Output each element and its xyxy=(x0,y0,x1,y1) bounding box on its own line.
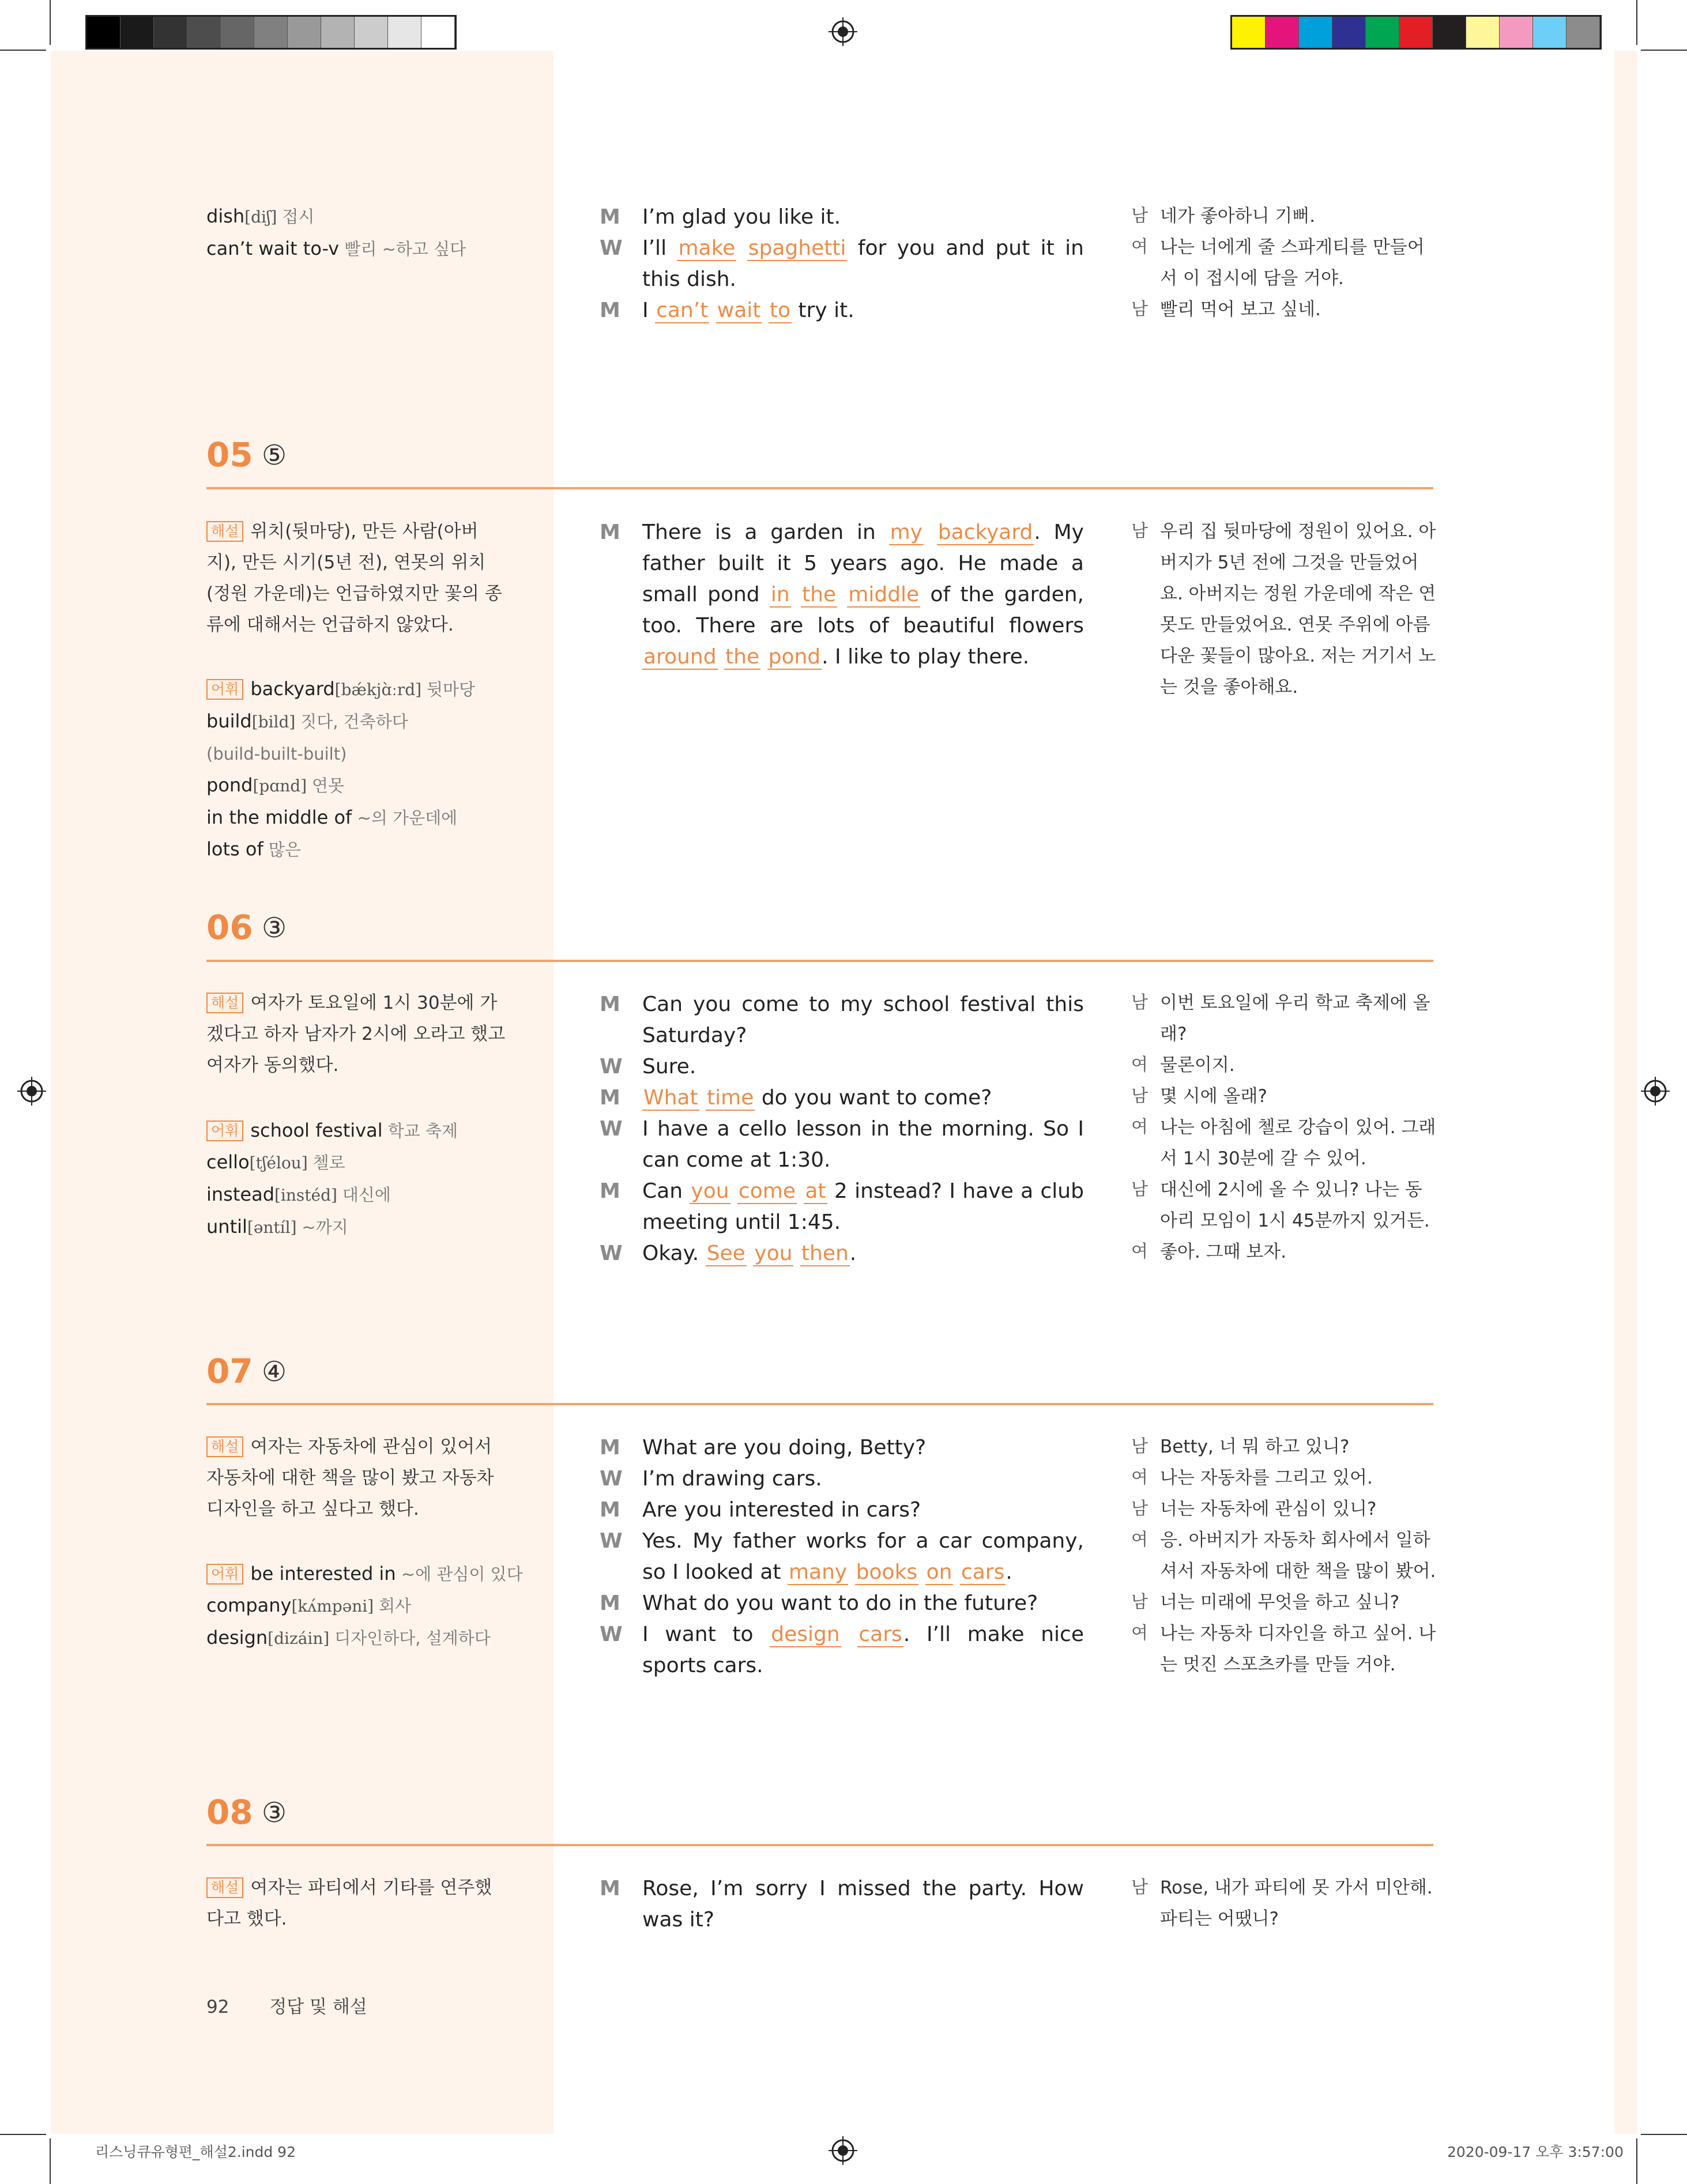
dialogue xyxy=(600,1873,1084,1936)
blank-answer: you xyxy=(754,1242,793,1265)
color-calibration-bar xyxy=(1230,15,1602,50)
speaker-label: M xyxy=(600,993,620,1016)
dialogue xyxy=(600,517,1084,673)
explanation-text: 여자가 토요일에 1시 30분에 가겠다고 하자 남자가 2시에 오라고 했고 여자가 동의했다. xyxy=(206,993,506,1076)
dialogue-text: Rose, I’m sorry I missed the party. How was it? xyxy=(642,1877,1084,1932)
translation-line xyxy=(1131,1236,1437,1268)
speaker-label: 여 xyxy=(1131,1117,1148,1137)
vocab-item xyxy=(206,1115,458,1146)
dialogue-line xyxy=(600,1588,1084,1619)
speaker-label: W xyxy=(600,1242,623,1265)
gray-swatch xyxy=(87,17,120,48)
korean-translation xyxy=(1131,987,1437,1268)
vocab-list xyxy=(206,1115,458,1243)
vocab-item xyxy=(206,833,475,865)
dialogue-text: I’ll make spaghetti for you and put it in this dish. xyxy=(642,236,1084,291)
blank-answer: What xyxy=(643,1086,698,1110)
gray-swatch xyxy=(321,17,355,48)
vocab-word: can’t wait to-v xyxy=(206,237,340,259)
dialogue-line xyxy=(600,989,1084,1051)
speaker-label: W xyxy=(600,236,623,260)
registration-mark-icon xyxy=(829,17,857,46)
korean-translation xyxy=(1131,516,1437,703)
speaker-label: 남 xyxy=(1131,1436,1148,1457)
gray-swatch xyxy=(388,17,421,48)
gray-swatch xyxy=(288,17,321,48)
translation-text: 이번 토요일에 우리 학교 축제에 올래? xyxy=(1160,993,1430,1044)
blank-answer: cars xyxy=(858,1623,902,1646)
translation-line xyxy=(1131,1493,1437,1525)
dialogue xyxy=(600,1432,1084,1681)
dialogue-text: I can’t wait to try it. xyxy=(642,299,854,322)
translation-line xyxy=(1131,1587,1437,1618)
korean-translation xyxy=(1131,1872,1437,1934)
vocab-pronunciation: [bǽkjɑ̀ːrd] xyxy=(334,680,427,699)
dialogue-text: I want to design cars. I’ll make nice sports cars. xyxy=(642,1623,1084,1677)
dialogue-line xyxy=(600,233,1084,295)
vocab-word: in the middle of xyxy=(206,806,352,828)
registration-mark-icon xyxy=(17,1077,46,1106)
question-number: 07 xyxy=(206,1352,253,1391)
speaker-label: 여 xyxy=(1131,237,1148,257)
translation-text: Rose, 내가 파티에 못 가서 미안해. 파티는 어땠니? xyxy=(1160,1877,1433,1929)
vocab-item xyxy=(206,1146,458,1179)
sidebar-panel xyxy=(51,51,553,2134)
dialogue-line xyxy=(600,1463,1084,1495)
speaker-label: M xyxy=(600,1436,620,1459)
speaker-label: M xyxy=(600,1498,620,1522)
vocab-meaning: 회사 xyxy=(379,1596,412,1616)
gray-swatch xyxy=(221,17,254,48)
blank-answer: backyard xyxy=(937,520,1033,544)
explanation-text: 여자는 자동차에 관심이 있어서 자동차에 대한 책을 많이 봤고 자동차 디자인을 하고 싶다고 했다. xyxy=(206,1436,494,1519)
speaker-label: 여 xyxy=(1131,1623,1148,1643)
crop-mark xyxy=(1641,50,1687,51)
speaker-label: 여 xyxy=(1131,1242,1148,1262)
section-divider xyxy=(206,1844,1433,1846)
vocab-meaning: 첼로 xyxy=(312,1153,345,1172)
speaker-label: 남 xyxy=(1131,1592,1148,1612)
speaker-label: W xyxy=(600,1529,623,1553)
speaker-label: 남 xyxy=(1131,1086,1148,1106)
dialogue-line xyxy=(600,1619,1084,1681)
korean-translation xyxy=(1131,201,1437,325)
registration-mark-icon xyxy=(1641,1077,1670,1106)
gray-swatch xyxy=(120,17,154,48)
vocab-item xyxy=(206,1179,458,1211)
blank-answer: time xyxy=(707,1086,754,1110)
explanation xyxy=(206,987,506,1081)
dialogue-text: I’m glad you like it. xyxy=(642,205,841,229)
answer-choice: ③ xyxy=(262,1797,287,1829)
vocab-meaning: 빨리 ~하고 싶다 xyxy=(339,239,466,259)
dialogue-line xyxy=(600,1495,1084,1526)
translation-text: 물론이지. xyxy=(1160,1055,1235,1076)
vocab-word: instead xyxy=(206,1183,274,1205)
dialogue-line xyxy=(600,1432,1084,1463)
speaker-label: 남 xyxy=(1131,993,1148,1013)
speaker-label: 남 xyxy=(1131,1179,1148,1199)
explanation-tag: 해설 xyxy=(206,1877,243,1898)
speaker-label: M xyxy=(600,299,620,322)
blank-answer: the xyxy=(801,583,837,606)
blank-answer: around xyxy=(643,645,717,669)
speaker-label: W xyxy=(600,1055,623,1078)
vocab-word: school festival xyxy=(250,1119,383,1141)
vocab-item xyxy=(206,1558,523,1590)
vocab-item xyxy=(206,201,466,233)
translation-text: 나는 너에게 줄 스파게티를 만들어서 이 접시에 담을 거야. xyxy=(1160,237,1425,289)
speaker-label: M xyxy=(600,1086,620,1110)
timestamp-slug: 2020-09-17 오후 3:57:00 xyxy=(1447,2144,1624,2160)
crop-mark xyxy=(0,50,46,51)
vocab-meaning: ~까지 xyxy=(302,1217,348,1237)
color-swatch xyxy=(1299,17,1332,48)
vocab-item xyxy=(206,1622,523,1654)
dialogue-text: What time do you want to come? xyxy=(643,1086,992,1110)
vocab-meaning: 학교 축제 xyxy=(382,1121,458,1141)
vocab-list xyxy=(206,1558,523,1654)
vocab-item xyxy=(206,673,475,706)
vocab-pronunciation: [pɑnd] xyxy=(253,776,312,795)
crop-mark xyxy=(1636,0,1637,45)
vocab-word: backyard xyxy=(250,678,335,700)
gray-swatch xyxy=(187,17,221,48)
dialogue-line xyxy=(600,1176,1084,1238)
vocab-pronunciation: [bild] xyxy=(251,712,301,731)
explanation-tag: 해설 xyxy=(206,993,243,1013)
vocab-meaning: 많은 xyxy=(263,840,301,859)
explanation-text: 여자는 파티에서 기타를 연주했다고 했다. xyxy=(206,1877,492,1929)
vocab-meaning: 연못 xyxy=(312,776,345,795)
speaker-label: 남 xyxy=(1131,206,1148,226)
dialogue-text: Can you come at 2 instead? I have a club meeting until 1:45. xyxy=(642,1179,1084,1234)
speaker-label: W xyxy=(600,1623,623,1646)
blank-answer: you xyxy=(691,1179,729,1203)
color-swatch xyxy=(1366,17,1399,48)
explanation xyxy=(206,1431,506,1525)
dialogue-line xyxy=(600,1873,1084,1936)
vocab-tag: 어휘 xyxy=(206,1564,243,1585)
vocab-pronunciation: [instéd] xyxy=(274,1186,342,1205)
footer-label: 정답 및 해설 xyxy=(269,1997,367,2017)
dialogue-line xyxy=(600,295,1084,326)
vocab-pronunciation: [əntíl] xyxy=(247,1218,302,1237)
translation-line xyxy=(1131,1081,1437,1112)
speaker-label: M xyxy=(600,1179,620,1203)
blank-answer: at xyxy=(805,1179,826,1203)
gray-swatch xyxy=(355,17,388,48)
vocab-word: lots of xyxy=(206,838,263,860)
translation-text: 응. 아버지가 자동차 회사에서 일하셔서 자동차에 대한 책을 많이 봤어. xyxy=(1160,1530,1436,1582)
blank-answer: cars xyxy=(961,1560,1005,1584)
translation-line xyxy=(1131,516,1437,703)
translation-text: 너는 미래에 무엇을 하고 싶니? xyxy=(1160,1592,1400,1613)
margin-strip xyxy=(1614,51,1637,2134)
dialogue-line xyxy=(600,1238,1084,1269)
gray-swatch xyxy=(254,17,288,48)
color-swatch xyxy=(1266,17,1299,48)
crop-mark xyxy=(50,0,51,45)
translation-line xyxy=(1131,1525,1437,1587)
color-swatch xyxy=(1433,17,1466,48)
explanation xyxy=(206,1872,506,1934)
translation-line xyxy=(1131,1872,1437,1934)
dialogue-text: What are you doing, Betty? xyxy=(642,1436,927,1459)
vocab-meaning: 디자인하다, 설계하다 xyxy=(334,1628,491,1648)
translation-line xyxy=(1131,201,1437,232)
translation-line xyxy=(1131,1462,1437,1493)
translation-line xyxy=(1131,1112,1437,1174)
translation-line xyxy=(1131,1618,1437,1680)
vocab-tag: 어휘 xyxy=(206,1121,243,1141)
blank-answer: pond xyxy=(768,645,821,669)
color-swatch xyxy=(1533,17,1566,48)
explanation xyxy=(206,516,506,640)
dialogue-line xyxy=(600,1051,1084,1082)
blank-answer: spaghetti xyxy=(748,236,846,260)
translation-line xyxy=(1131,1174,1437,1236)
vocab-item xyxy=(206,770,475,802)
color-swatch xyxy=(1566,17,1600,48)
vocab-pronunciation: [tʃélou] xyxy=(249,1153,313,1172)
speaker-label: M xyxy=(600,205,620,229)
speaker-label: 여 xyxy=(1131,1530,1148,1550)
dialogue-text: Can you come to my school festival this Saturday? xyxy=(642,993,1084,1047)
speaker-label: W xyxy=(600,1467,623,1491)
dialogue xyxy=(600,989,1084,1269)
speaker-label: 남 xyxy=(1131,1877,1148,1898)
speaker-label: M xyxy=(600,520,620,544)
vocab-meaning: 짓다, 건축하다 xyxy=(300,712,408,731)
translation-text: 대신에 2시에 올 수 있니? 나는 동아리 모임이 1시 45분까지 있거든. xyxy=(1160,1179,1430,1231)
speaker-label: 여 xyxy=(1131,1055,1148,1075)
vocab-word: cello xyxy=(206,1151,250,1173)
section-divider xyxy=(206,487,1433,489)
blank-answer: many xyxy=(788,1560,848,1584)
vocab-word: until xyxy=(206,1216,247,1238)
speaker-label: 남 xyxy=(1131,521,1148,541)
dialogue-text: What do you want to do in the future? xyxy=(642,1591,1038,1615)
speaker-label: 남 xyxy=(1131,299,1148,319)
dialogue xyxy=(600,202,1084,326)
speaker-label: M xyxy=(600,1877,620,1900)
vocab-word: dish xyxy=(206,205,245,227)
translation-line xyxy=(1131,1050,1437,1081)
speaker-label: 남 xyxy=(1131,1499,1148,1519)
explanation-tag: 해설 xyxy=(206,1436,243,1457)
blank-answer: books xyxy=(856,1560,918,1584)
translation-line xyxy=(1131,294,1437,325)
translation-text: 빨리 먹어 보고 싶네. xyxy=(1160,299,1321,320)
vocab-meaning: 접시 xyxy=(282,207,315,227)
vocab-word: design xyxy=(206,1627,268,1649)
gray-swatch xyxy=(154,17,187,48)
dialogue-text: There is a garden in my backyard. My father built it 5 years ago. He made a small pond in the middle of the garden, too. There are lots of beautiful flowers around the pond. I like to play there. xyxy=(642,520,1084,669)
dialogue-text: Sure. xyxy=(642,1055,696,1078)
dialogue-text: Okay. See you then. xyxy=(642,1242,857,1265)
vocab-meaning: 뒷마당 xyxy=(426,680,476,699)
translation-text: 나는 자동차를 그리고 있어. xyxy=(1160,1468,1373,1488)
translation-text: 나는 아침에 첼로 강습이 있어. 그래서 1시 30분에 갈 수 있어. xyxy=(1160,1117,1436,1169)
vocab-meaning: ~의 가운데에 xyxy=(352,808,458,828)
vocab-list xyxy=(206,673,475,865)
dialogue-line xyxy=(600,517,1084,673)
color-swatch xyxy=(1332,17,1366,48)
color-swatch xyxy=(1232,17,1266,48)
vocab-list xyxy=(206,201,466,265)
translation-text: 우리 집 뒷마당에 정원이 있어요. 아버지가 5년 전에 그것을 만들었어요. 아버지는 정원 가운데에 작은 연못도 만들었어요. 연못 주위에 아름다운 꽃들이 많아요. 저는 거기서 노는 것을 좋아해요. xyxy=(1160,521,1436,697)
blank-answer: on xyxy=(926,1560,952,1584)
crop-mark xyxy=(1636,2138,1637,2184)
question-number: 06 xyxy=(206,908,253,947)
crop-mark xyxy=(50,2138,51,2184)
dialogue-text: Are you interested in cars? xyxy=(642,1498,921,1522)
page-number: 92 xyxy=(206,1997,229,2017)
dialogue-line xyxy=(600,1082,1084,1114)
vocab-pronunciation: [kʌ́mpəni] xyxy=(291,1597,379,1616)
crop-mark xyxy=(0,2134,46,2135)
blank-answer: to xyxy=(769,299,790,322)
blank-answer: the xyxy=(725,645,760,669)
translation-line xyxy=(1131,1431,1437,1462)
answer-choice: ⑤ xyxy=(262,439,287,471)
translation-text: 네가 좋아하니 기뻐. xyxy=(1160,206,1316,227)
translation-text: 좋아. 그때 보자. xyxy=(1160,1242,1287,1262)
color-swatch xyxy=(1399,17,1433,48)
blank-answer: make xyxy=(678,236,736,260)
grayscale-calibration-bar xyxy=(85,15,457,50)
vocab-item xyxy=(206,1211,458,1243)
translation-text: 몇 시에 올래? xyxy=(1160,1086,1267,1107)
color-swatch xyxy=(1500,17,1533,48)
gray-swatch xyxy=(421,17,455,48)
vocab-pronunciation: [dizáin] xyxy=(268,1629,335,1648)
blank-answer: See xyxy=(706,1242,745,1265)
vocab-word: company xyxy=(206,1594,292,1616)
vocab-pronunciation: [diʃ] xyxy=(244,208,283,227)
vocab-word: pond xyxy=(206,774,253,796)
translation-text: 너는 자동차에 관심이 있니? xyxy=(1160,1499,1377,1519)
answer-choice: ③ xyxy=(262,912,287,944)
section-divider xyxy=(206,960,1433,962)
dialogue-line xyxy=(600,202,1084,233)
vocab-meaning: 대신에 xyxy=(342,1185,391,1205)
blank-answer: then xyxy=(801,1242,849,1265)
explanation-tag: 해설 xyxy=(206,521,243,542)
file-slug: 리스닝큐유형편_해설2.indd 92 xyxy=(95,2144,296,2160)
explanation-text: 위치(뒷마당), 만든 사람(아버지), 만든 시기(5년 전), 연못의 위치(정원 가운데)는 언급하였지만 꽃의 종류에 대해서는 언급하지 않았다. xyxy=(206,521,502,635)
vocab-item xyxy=(206,1590,523,1622)
blank-answer: can’t xyxy=(656,299,709,322)
vocab-word: build xyxy=(206,710,252,732)
vocab-word: be interested in xyxy=(250,1563,396,1585)
section-divider xyxy=(206,1403,1433,1405)
vocab-item xyxy=(206,738,475,770)
vocab-item xyxy=(206,233,466,265)
vocab-meaning: ~에 관심이 있다 xyxy=(396,1564,523,1584)
dialogue-line xyxy=(600,1114,1084,1176)
vocab-item xyxy=(206,802,475,833)
blank-answer: come xyxy=(738,1179,796,1203)
question-number: 05 xyxy=(206,435,253,474)
blank-answer: wait xyxy=(717,299,761,322)
translation-text: Betty, 너 뭐 하고 있니? xyxy=(1160,1436,1350,1457)
speaker-label: M xyxy=(600,1591,620,1615)
translation-text: 나는 자동차 디자인을 하고 싶어. 나는 멋진 스포츠카를 만들 거야. xyxy=(1160,1623,1436,1675)
speaker-label: W xyxy=(600,1117,623,1141)
translation-line xyxy=(1131,987,1437,1050)
dialogue-line xyxy=(600,1526,1084,1588)
vocab-meaning: (build-built-built) xyxy=(206,744,347,764)
registration-mark-icon xyxy=(829,2136,857,2165)
dialogue-text: Yes. My father works for a car company, so I looked at many books on cars. xyxy=(642,1529,1084,1584)
blank-answer: design xyxy=(771,1623,840,1646)
crop-mark xyxy=(1641,2134,1687,2135)
dialogue-text: I have a cello lesson in the morning. So I can come at 1:30. xyxy=(642,1117,1084,1172)
blank-answer: middle xyxy=(848,583,920,606)
page-footer xyxy=(206,1992,367,2018)
vocab-item xyxy=(206,706,475,738)
answer-choice: ④ xyxy=(262,1356,287,1388)
speaker-label: 여 xyxy=(1131,1468,1148,1488)
blank-answer: in xyxy=(770,583,790,606)
korean-translation xyxy=(1131,1431,1437,1680)
dialogue-text: I’m drawing cars. xyxy=(642,1467,822,1491)
vocab-tag: 어휘 xyxy=(206,679,243,700)
color-swatch xyxy=(1466,17,1500,48)
blank-answer: my xyxy=(890,520,922,544)
question-number: 08 xyxy=(206,1793,253,1832)
translation-line xyxy=(1131,232,1437,294)
